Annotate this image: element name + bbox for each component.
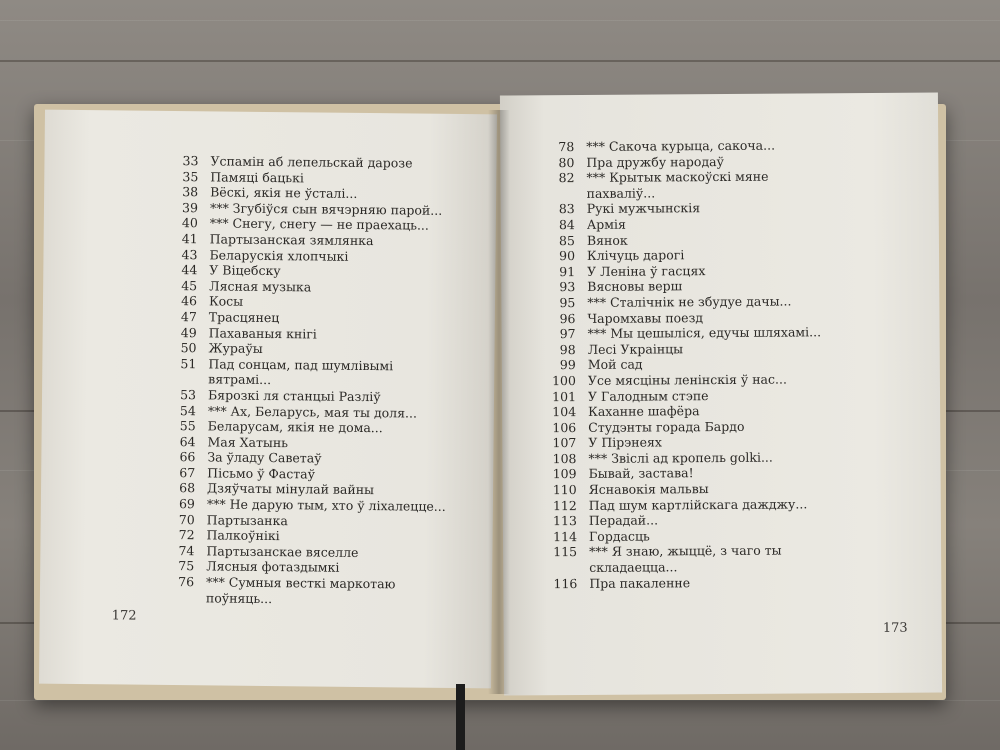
entry-page-number: 74 — [178, 542, 195, 559]
entry-page-number: 51 — [180, 355, 197, 371]
entry-title: Мая Хатынь — [207, 434, 289, 450]
entry-page-number: 83 — [558, 201, 575, 217]
entry-title: *** Сакоча курыца, сакоча... — [586, 137, 776, 154]
entry-title: Вёскі, якія не ўсталі... — [210, 184, 358, 202]
entry-page-number: 53 — [180, 386, 197, 403]
entry-page-number: 99 — [559, 357, 576, 373]
entry-page-number: 113 — [552, 513, 577, 529]
entry-page-number: 39 — [182, 199, 199, 216]
entry-title: Жураўы — [208, 340, 263, 357]
entry-title: *** Мы цешыліся, едучы шляхамі... — [587, 324, 822, 342]
entry-title: Усе мясціны ленінскія ў нас... — [587, 371, 787, 388]
entry-page-number: 108 — [552, 450, 577, 467]
entry-page-number: 98 — [559, 341, 576, 357]
entry-title: Косы — [208, 293, 244, 310]
entry-page-number: 84 — [558, 216, 575, 233]
entry-page-number: 66 — [179, 449, 196, 465]
entry-title: *** Сумныя весткі маркотаю поўняць... — [205, 574, 396, 606]
entry-page-number: 43 — [181, 246, 198, 262]
contents-entry — [543, 543, 823, 576]
entry-title: Палкоўнікі — [206, 527, 280, 544]
entry-title: Пісьмо ў Фастаў — [207, 465, 316, 482]
entry-page-number: 38 — [182, 184, 199, 200]
left-page-number: 172 — [111, 608, 137, 624]
left-contents-list — [160, 153, 450, 608]
entry-title: *** Крытык маскоўскі мяне пахваліў... — [586, 168, 769, 201]
entry-title: Перадай... — [588, 512, 659, 529]
entry-page-number: 107 — [552, 435, 577, 451]
left-page — [39, 110, 497, 689]
entry-title: *** Не дарую тым, хто ў ліхалецце... — [206, 496, 446, 514]
entry-title: Яснавокія мальвы — [588, 481, 709, 497]
entry-title: У Галодным стэпе — [587, 387, 709, 404]
entry-page-number: 47 — [180, 309, 197, 325]
entry-page-number: 40 — [181, 215, 198, 231]
contents-entry — [543, 574, 823, 592]
entry-title: Пра дружбу народаў — [586, 153, 724, 170]
entry-title: *** Ах, Беларусь, мая ты доля... — [207, 402, 418, 421]
entry-page-number: 78 — [558, 139, 575, 155]
entry-page-number: 54 — [179, 402, 196, 418]
entry-title: Пад сонцам, пад шумлівымі вятрамі... — [208, 356, 394, 388]
entry-title: Гордасць — [588, 528, 650, 544]
contents-entry — [541, 293, 821, 311]
entry-title: *** Я знаю, жыццё, з чаго ты складаецца... — [589, 543, 782, 575]
entry-page-number: 85 — [558, 232, 575, 248]
entry-page-number: 115 — [553, 544, 578, 560]
entry-title: Лесі Украінцы — [587, 340, 684, 357]
entry-page-number: 95 — [559, 294, 576, 311]
entry-title: *** Звіслі ад кропель golkі... — [588, 449, 773, 466]
entry-page-number: 69 — [178, 496, 195, 512]
entry-title: Мой сад — [587, 356, 643, 373]
entry-title: Пра пакаленне — [589, 574, 691, 591]
contents-entry — [540, 168, 820, 201]
entry-title: Каханне шафёра — [588, 403, 700, 420]
entry-page-number: 93 — [559, 279, 576, 295]
entry-title: Партызанка — [206, 512, 288, 528]
entry-page-number: 75 — [178, 558, 195, 574]
bookmark-ribbon — [456, 684, 465, 750]
entry-page-number: 110 — [552, 482, 577, 498]
contents-entry — [542, 371, 822, 389]
entry-title: Трасцянец — [208, 309, 280, 326]
entry-title: Рукі мужчынскія — [586, 200, 701, 217]
entry-title: *** Сталічнік не збудуе дачы... — [587, 293, 792, 310]
entry-page-number: 49 — [180, 324, 197, 340]
contents-entry — [162, 356, 447, 390]
entry-page-number: 80 — [558, 154, 575, 170]
entry-page-number: 64 — [179, 433, 196, 449]
entry-title: Лясныя фотаздымкі — [206, 558, 340, 576]
right-page — [500, 92, 942, 695]
entry-title: *** Згубіўся сын вячэрняю парой... — [209, 200, 443, 218]
entry-title: Памяці бацькі — [210, 168, 305, 185]
entry-page-number: 45 — [181, 277, 198, 294]
entry-title: Беларускія хлопчыкі — [209, 246, 349, 264]
entry-page-number: 114 — [553, 528, 578, 545]
entry-page-number: 106 — [552, 419, 577, 435]
entry-title: У Пірэнеях — [588, 434, 662, 451]
entry-page-number: 76 — [178, 574, 195, 590]
entry-page-number: 82 — [558, 170, 575, 186]
entry-page-number: 41 — [181, 231, 198, 247]
entry-page-number: 50 — [180, 340, 197, 356]
entry-page-number: 46 — [181, 293, 198, 309]
entry-page-number: 109 — [552, 466, 577, 482]
entry-title: Вясновы верш — [587, 278, 683, 295]
entry-title: Клічуць дарогі — [586, 247, 685, 264]
entry-title: У Леніна ў гасцях — [587, 262, 706, 279]
entry-page-number: 72 — [178, 527, 195, 543]
right-contents-list — [540, 137, 823, 591]
entry-title: Партызанская зямлянка — [209, 231, 374, 249]
entry-page-number: 90 — [559, 248, 576, 264]
entry-title: У Віцебску — [209, 262, 281, 279]
right-page-number: 173 — [882, 620, 908, 636]
book-gutter — [488, 110, 510, 694]
entry-page-number: 44 — [181, 262, 198, 278]
entry-page-number: 101 — [552, 388, 577, 404]
entry-title: Вянок — [586, 232, 628, 248]
entry-page-number: 97 — [559, 326, 576, 342]
entry-title: Дзяўчаты мінулай вайны — [206, 480, 375, 498]
entry-page-number: 91 — [559, 263, 576, 279]
entry-page-number: 68 — [179, 480, 196, 496]
entry-title: Пад шум картлійскага дажджу... — [588, 496, 808, 513]
entry-title: Лясная музыка — [209, 278, 312, 295]
entry-title: Армія — [586, 216, 626, 232]
entry-page-number: 67 — [179, 464, 196, 481]
entry-title: Успамін аб лепельскай дарозе — [210, 153, 413, 171]
entry-page-number: 70 — [178, 511, 195, 527]
entry-title: Чаромхавы поезд — [587, 309, 704, 326]
entry-title: Пахаваныя кнігі — [208, 324, 317, 342]
entry-page-number: 104 — [552, 404, 577, 420]
entry-page-number: 55 — [179, 418, 196, 434]
contents-entry — [160, 574, 445, 608]
entry-page-number: 112 — [552, 497, 577, 513]
entry-page-number: 100 — [551, 372, 576, 389]
entry-page-number: 116 — [553, 575, 578, 591]
entry-page-number: 33 — [182, 153, 199, 169]
entry-title: *** Снегу, снегу — не праехаць... — [209, 215, 430, 234]
entry-title: Партызанскае вяселле — [206, 543, 359, 560]
entry-title: За ўладу Саветаў — [207, 449, 322, 466]
contents-entry — [542, 324, 822, 342]
entry-page-number: 35 — [182, 168, 199, 184]
entry-page-number: 96 — [559, 310, 576, 326]
entry-title: Беларусам, якія не дома... — [207, 418, 383, 436]
entry-title: Студэнты горада Бардо — [588, 418, 745, 435]
entry-title: Бывай, застава! — [588, 465, 694, 482]
contents-entry — [543, 496, 823, 514]
entry-title: Бярозкі ля станцыі Разліў — [207, 387, 381, 405]
